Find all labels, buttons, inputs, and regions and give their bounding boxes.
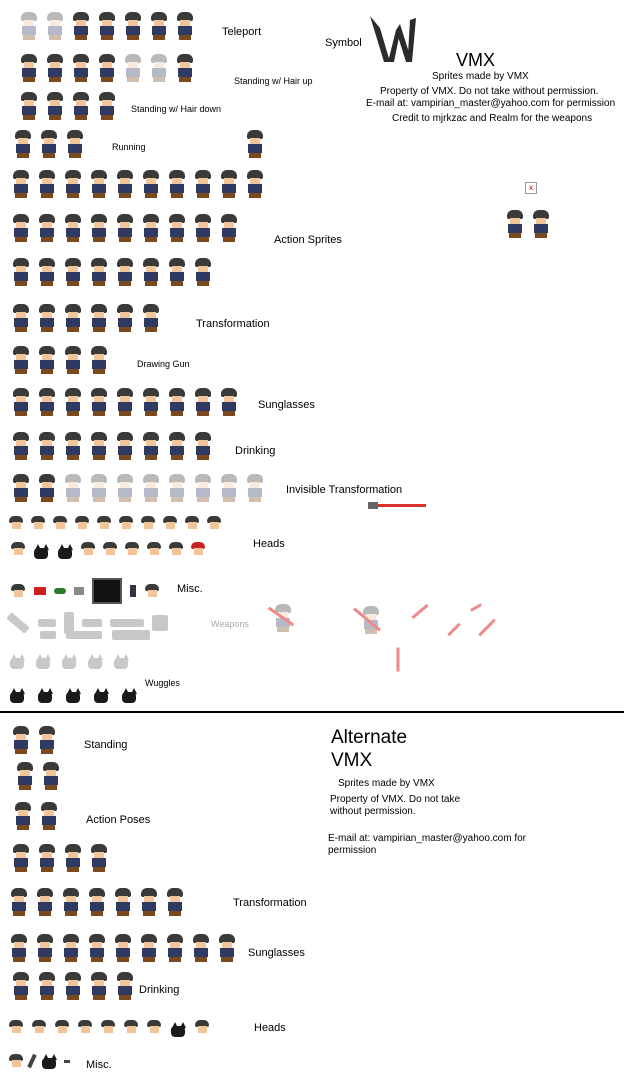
sprite (44, 92, 66, 120)
sprite (192, 170, 214, 198)
label-sunglasses: Sunglasses (258, 399, 315, 411)
head-sprite (77, 1020, 93, 1034)
alt-property-line-2: without permission. (330, 806, 416, 817)
cannon-icon (112, 630, 150, 640)
alt-label-transformation: Transformation (233, 897, 307, 909)
head-sprite (10, 542, 26, 556)
sprite (112, 934, 134, 962)
sprite (12, 802, 34, 830)
head-sprite (118, 516, 134, 530)
pistol-icon (38, 619, 56, 627)
sprite (164, 888, 186, 916)
head-sprite (30, 516, 46, 530)
sprite (96, 92, 118, 120)
transformation-sprites (10, 304, 162, 332)
label-action-sprites: Action Sprites (274, 234, 342, 246)
heads-row-1 (8, 516, 222, 530)
cat-sprite (86, 652, 104, 670)
sprite (88, 214, 110, 242)
lightsaber-icon (397, 648, 400, 672)
head-sprite (146, 542, 162, 556)
alt-label-standing: Standing (84, 739, 128, 751)
sprite (166, 474, 188, 502)
cat-sprite (36, 686, 54, 704)
sprite (148, 12, 170, 40)
sprite (174, 54, 196, 82)
sprite (166, 170, 188, 198)
head-sprite (8, 1054, 24, 1068)
sprite (36, 972, 58, 1000)
alt-label-sunglasses: Sunglasses (248, 947, 305, 959)
broken-image-icon: x (525, 182, 537, 194)
sprite (36, 214, 58, 242)
sprite (62, 432, 84, 460)
sprite (122, 12, 144, 40)
cat-sprite (120, 686, 138, 704)
cat-sprite (60, 652, 78, 670)
bandana-icon (34, 587, 46, 595)
sprite (114, 388, 136, 416)
alt-property-line-1: Property of VMX. Do not take (330, 794, 461, 805)
sprite (10, 304, 32, 332)
email-text: E-mail at: vampirian_master@yahoo.com for permission (366, 98, 616, 109)
drinking-sprites (10, 432, 214, 460)
label-running: Running (112, 142, 146, 152)
head-sprite (74, 516, 90, 530)
sprite (10, 346, 32, 374)
sprite (18, 92, 40, 120)
sprite (34, 934, 56, 962)
sprite (86, 934, 108, 962)
lightsaber-icon (370, 504, 426, 507)
cat-sprite (34, 652, 52, 670)
cat-sprite (32, 542, 50, 560)
lightsaber-icon (470, 603, 482, 612)
sprite (96, 12, 118, 40)
sprite (10, 214, 32, 242)
sprite (88, 432, 110, 460)
alt-email-line-2: permission (328, 845, 377, 856)
sprite (36, 432, 58, 460)
alt-action-poses-row-1 (12, 802, 60, 830)
alt-drinking-sprites (10, 972, 136, 1000)
sprite (192, 388, 214, 416)
sprite (62, 258, 84, 286)
label-transformation: Transformation (196, 318, 270, 330)
label-symbol: Symbol (325, 37, 362, 49)
alt-sprites-by-text: Sprites made by VMX (338, 778, 435, 789)
head-sprite (124, 542, 140, 556)
goggles-icon (54, 588, 66, 594)
head-sprite (8, 516, 24, 530)
wuggles-row-2 (8, 686, 138, 704)
shotgun-icon (66, 631, 102, 639)
alt-label-drinking: Drinking (139, 984, 180, 996)
cat-sprite (112, 652, 130, 670)
sprite (10, 388, 32, 416)
misc-items (10, 578, 160, 604)
cat-sprite (8, 686, 26, 704)
label-standing-hair-up: Standing w/ Hair up (234, 76, 313, 86)
sprite (70, 54, 92, 82)
alt-label-heads: Heads (254, 1022, 286, 1034)
sprite (36, 388, 58, 416)
sprite (140, 258, 162, 286)
label-invisible-transformation: Invisible Transformation (286, 484, 403, 496)
monitor-icon (92, 578, 122, 604)
label-heads: Heads (253, 538, 285, 550)
sprite (8, 888, 30, 916)
alt-title-line-2: VMX (331, 750, 373, 771)
label-drinking: Drinking (235, 445, 276, 457)
sprite (192, 432, 214, 460)
alt-label-action-poses: Action Poses (86, 814, 151, 826)
sprite (140, 474, 162, 502)
lightsaber-icon (478, 619, 496, 637)
sprite (96, 54, 118, 82)
head-sprite (123, 1020, 139, 1034)
head-sprite (102, 542, 118, 556)
alt-heads-row (8, 1020, 210, 1038)
head-sprite (146, 1020, 162, 1034)
label-weapons: Weapons (211, 619, 249, 629)
sprite (62, 170, 84, 198)
head-sprite (96, 516, 112, 530)
sprite (216, 934, 238, 962)
action-sprites-row-3 (10, 258, 214, 286)
head-sprite (144, 584, 160, 598)
sprite (114, 258, 136, 286)
sprite (38, 802, 60, 830)
sprite (138, 888, 160, 916)
sprite (86, 888, 108, 916)
alt-running-sprites (14, 762, 62, 790)
sprite (244, 170, 266, 198)
cat-sprite (169, 1020, 187, 1038)
alt-label-misc: Misc. (86, 1059, 112, 1071)
section-divider (0, 711, 624, 713)
sprite (88, 972, 110, 1000)
label-drawing-gun: Drawing Gun (137, 359, 190, 369)
alt-email-line-1: E-mail at: vampirian_master@yahoo.com for (328, 833, 526, 844)
sprite (166, 432, 188, 460)
head-sprite (80, 542, 96, 556)
sprite (174, 12, 196, 40)
sprite (148, 54, 170, 82)
alt-transformation-sprites (8, 888, 186, 916)
sprite (14, 762, 36, 790)
sprite (114, 170, 136, 198)
sprite (10, 844, 32, 872)
sprite (218, 214, 240, 242)
wuggles-row-1 (8, 652, 130, 670)
head-sprite (52, 516, 68, 530)
sprite (60, 888, 82, 916)
head-sprite (206, 516, 222, 530)
sprite (10, 474, 32, 502)
sprite (62, 972, 84, 1000)
sprite (36, 304, 58, 332)
label-standing-hair-down: Standing w/ Hair down (131, 104, 222, 114)
sprite (8, 934, 30, 962)
sprite (36, 258, 58, 286)
sprite (62, 474, 84, 502)
sprite (34, 888, 56, 916)
sprite (114, 214, 136, 242)
sprite (138, 934, 160, 962)
sword-icon (6, 612, 30, 634)
standing-hair-up-sprites (18, 54, 196, 82)
sprite (70, 12, 92, 40)
head-sprite (100, 1020, 116, 1034)
sprite (10, 726, 32, 754)
title-vmx: VMX (456, 50, 496, 70)
vmx-symbol-icon (366, 14, 418, 66)
weapons-row-2 (40, 630, 150, 640)
cat-sprite (92, 686, 110, 704)
label-misc: Misc. (177, 583, 203, 595)
sprite (44, 12, 66, 40)
bottle-icon (130, 585, 136, 597)
sprite (10, 258, 32, 286)
sprite (36, 844, 58, 872)
sprite (244, 474, 266, 502)
lightsaber-icon (447, 623, 460, 636)
sprite (36, 474, 58, 502)
sprite (112, 888, 134, 916)
sprite (88, 258, 110, 286)
credit-text: Credit to mjrkzac and Realm for the weapons (392, 113, 593, 124)
head-sprite (54, 1020, 70, 1034)
alt-sunglasses-sprites (8, 934, 238, 962)
head-sprite (31, 1020, 47, 1034)
sprite (114, 304, 136, 332)
label-teleport: Teleport (222, 26, 262, 38)
sprite (218, 170, 240, 198)
sprite (12, 130, 34, 158)
pistol-icon (40, 631, 56, 639)
sprite (64, 130, 86, 158)
sprite (140, 432, 162, 460)
sprite (218, 388, 240, 416)
cat-sprite (8, 652, 26, 670)
teleport-sprites (18, 12, 196, 40)
sprite (18, 54, 40, 82)
heads-row-2 (10, 542, 206, 560)
standing-hair-down-sprites (18, 92, 118, 120)
cat-sprite (64, 686, 82, 704)
small-item-icon (64, 1060, 70, 1063)
sprite (60, 934, 82, 962)
sprite (192, 258, 214, 286)
sprite (166, 388, 188, 416)
sprite (140, 304, 162, 332)
box-icon (74, 587, 84, 595)
sprite (62, 388, 84, 416)
sprite (218, 474, 240, 502)
sprite (140, 388, 162, 416)
sprite (70, 92, 92, 120)
sprite (62, 304, 84, 332)
sunglasses-sprites (10, 388, 240, 416)
tophat-sprites (504, 210, 552, 238)
sprite (140, 214, 162, 242)
sprite (40, 762, 62, 790)
sprite (62, 844, 84, 872)
sprite (10, 972, 32, 1000)
sprite (122, 54, 144, 82)
lightsaber-hilt-icon (368, 502, 378, 509)
sprite (164, 934, 186, 962)
alt-standing-sprites (10, 726, 58, 754)
sprite (88, 170, 110, 198)
sprite (44, 54, 66, 82)
sprite (88, 346, 110, 374)
head-sprite (162, 516, 178, 530)
alt-misc-items (8, 1052, 70, 1070)
sprite (166, 214, 188, 242)
lightsaber-icon (411, 604, 428, 619)
action-sprites-row-1 (10, 170, 266, 198)
alt-action-poses-row-2 (10, 844, 110, 872)
sprite (88, 474, 110, 502)
head-sprite (140, 516, 156, 530)
gun-icon (82, 619, 102, 627)
action-sprites-row-2 (10, 214, 240, 242)
sprite (36, 726, 58, 754)
cat-sprite (56, 542, 74, 560)
sprite (62, 214, 84, 242)
label-wuggles: Wuggles (145, 678, 180, 688)
sprite (88, 844, 110, 872)
sprite (114, 972, 136, 1000)
running-sprites (12, 130, 86, 158)
sprite (192, 214, 214, 242)
property-text: Property of VMX. Do not take without permission. (380, 86, 599, 97)
cat-sprite (40, 1052, 58, 1070)
sprite (166, 258, 188, 286)
head-sprite (184, 516, 200, 530)
head-sprite (194, 1020, 210, 1034)
sprite (88, 388, 110, 416)
invisible-transformation-sprites (10, 474, 266, 502)
sprite (38, 130, 60, 158)
sprite (114, 474, 136, 502)
sprite (10, 170, 32, 198)
santa-hat-head-sprite (190, 542, 206, 556)
sprite (192, 474, 214, 502)
cleaver-icon (152, 615, 168, 631)
head-sprite (8, 1020, 24, 1034)
sprite (244, 130, 266, 158)
feather-icon (27, 1054, 37, 1068)
sprite (36, 170, 58, 198)
sprite (530, 210, 552, 238)
sprite (190, 934, 212, 962)
sprite (36, 346, 58, 374)
sprite (140, 170, 162, 198)
sprite (62, 346, 84, 374)
head-sprite (168, 542, 184, 556)
sprite (114, 432, 136, 460)
drawing-gun-sprites (10, 346, 110, 374)
sprite (10, 432, 32, 460)
alt-title-line-1: Alternate (331, 727, 408, 748)
rifle-icon (110, 619, 144, 627)
sprite (504, 210, 526, 238)
sprites-by-text: Sprites made by VMX (432, 71, 529, 82)
sprite (18, 12, 40, 40)
head-sprite (10, 584, 26, 598)
sprite (88, 304, 110, 332)
